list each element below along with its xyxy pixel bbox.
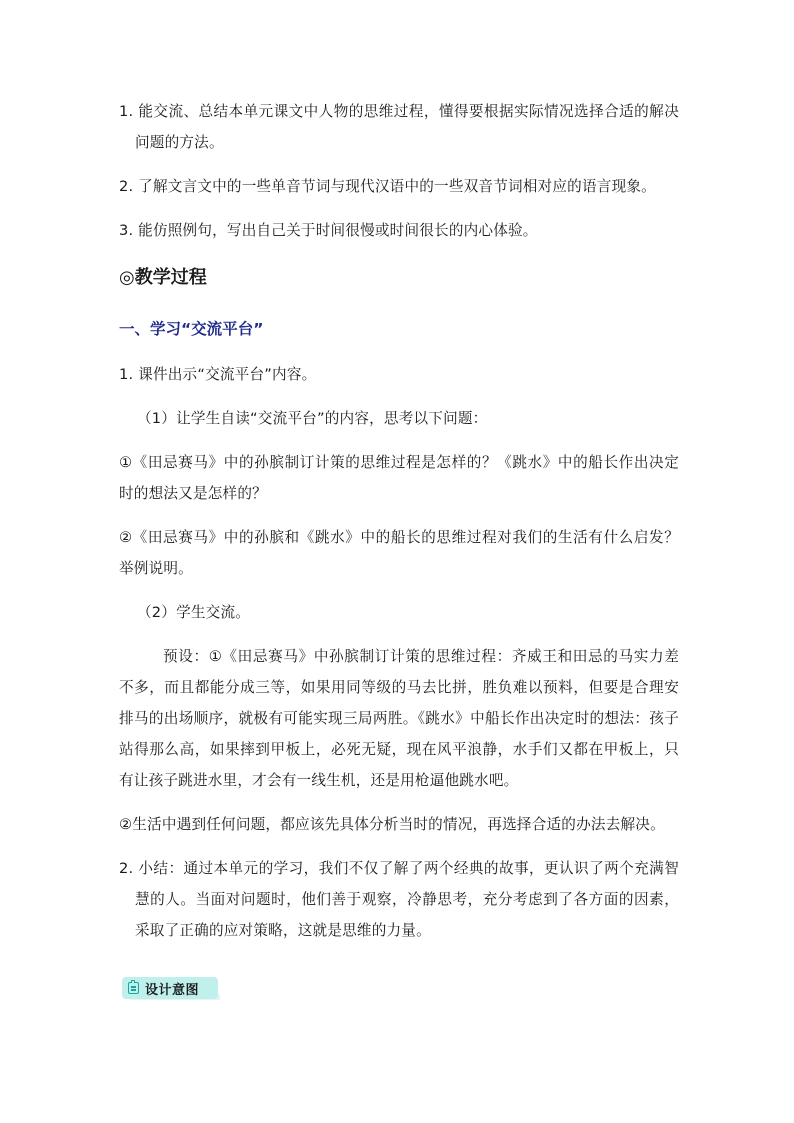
sub-item-2: （2）学生交流。	[137, 604, 251, 621]
question-2: ②《田忌赛马》中的孙膑和《跳水》中的船长的思维过程对我们的生活有什么启发？举例说明。	[119, 529, 679, 577]
step-1: 1. 课件出示“交流平台”内容。	[119, 366, 317, 383]
preset-answer: 预设：①《田忌赛马》中孙膑制订计策的思维过程：齐威王和田忌的马实力差不多，而且都能分成三等，如果用同等级的马去比拼，胜负难以预料，但要是合理安排马的出场顺序，就极有可能实现三局两胜。《跳水》中船长作出决定时的想法：孩子站得那么高，如果摔到甲板上，必死无疑，现在风平浪静，水手们又都在甲板上，只有让孩子跳进水里，才会有一线生机，还是用枪逼他跳水吧。	[119, 648, 679, 789]
objective-1: 1. 能交流、总结本单元课文中人物的思维过程，懂得要根据实际情况选择合适的解决问题的方法。	[119, 103, 679, 151]
objective-3: 3. 能仿照例句，写出自己关于时间很慢或时间很长的内心体验。	[119, 222, 538, 239]
design-intent-badge	[122, 977, 218, 999]
objective-2: 2. 了解文言文中的一些单音节词与现代汉语中的一些双音节词相对应的语言现象。	[119, 178, 656, 195]
section-title: ◎教学过程	[119, 267, 207, 288]
document-page	[119, 0, 679, 946]
clipboard-icon	[128, 982, 139, 994]
badge-label: 设计意图	[145, 982, 200, 998]
summary: 2. 小结：通过本单元的学习，我们不仅了解了两个经典的故事，更认识了两个充满智慧的人。当面对问题时，他们善于观察，冷静思考，充分考虑到了各方面的因素，采取了正确的应对策略，这就是思维的力量。	[119, 860, 679, 939]
question-1: ①《田忌赛马》中的孙膑制订计策的思维过程是怎样的？《跳水》中的船长作出决定时的想法又是怎样的？	[119, 454, 679, 502]
answer-2: ②生活中遇到任何问题，都应该先具体分析当时的情况，再选择合适的办法去解决。	[119, 816, 665, 833]
part-heading: 一、学习“交流平台”	[119, 320, 264, 338]
sub-item-1: （1）让学生自读“交流平台”的内容，思考以下问题：	[137, 410, 488, 427]
